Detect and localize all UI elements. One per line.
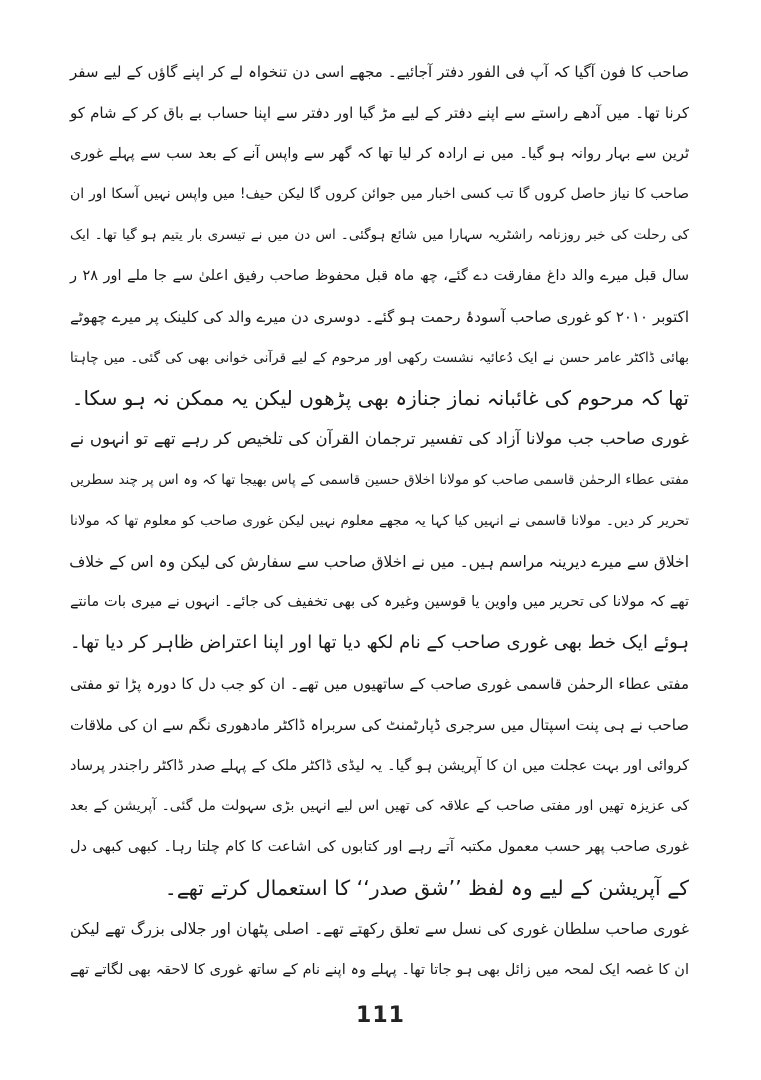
- text-line: کی رحلت کی خبر روزنامہ راشٹریہ سہارا میں شائع ہوگئی۔ اس دن میں نے تیسری بار یتیم ہو گیا تھا۔ ایک: [70, 227, 689, 244]
- text-line: تھا کہ مرحوم کی غائبانہ نماز جنازہ بھی پڑھوں لیکن یہ ممکن نہ ہو سکا۔: [71, 386, 689, 411]
- text-line: صاحب نے ہی پنت اسپتال میں سرجری ڈپارٹمنٹ کی سربراہ ڈاکٹر مادھوری نگم سے ان کی ملاقات: [70, 715, 689, 734]
- text-line: تھے کہ مولانا کی تحریر میں واوین یا قوسین وغیرہ کی بھی تخفیف کی جائے۔ انہوں نے میری بات مانتے: [70, 594, 689, 611]
- text-line: کی عزیزہ تھیں اور مفتی صاحب کے علاقہ کی تھیں اس لیے انہیں بڑی سہولت مل گئی۔ آپریشن کے بعد: [70, 798, 689, 815]
- text-line: کروائی اور بہت عجلت میں ان کا آپریشن ہو گیا۔ یہ لیڈی ڈاکٹر ملک کے پہلے صدر ڈاکٹر راجندر پرساد: [70, 757, 689, 774]
- text-line: غوری صاحب پھر حسب معمول مکتبہ آتے رہے اور کتابوں کی اشاعت کا کام چلتا رہا۔ کبھی کبھی دل: [70, 839, 689, 856]
- text-line: تحریر کر دیں۔ مولانا قاسمی نے انہیں کیا کہا یہ مجھے معلوم نہیں لیکن غوری صاحب کو معلوم تھا کہ مولانا: [70, 512, 689, 529]
- paragraph-4: [70, 909, 689, 991]
- text-line: ٹرین سے بہار روانہ ہو گیا۔ میں نے ارادہ کر لیا تھا کہ گھر سے واپس آنے کے بعد سب سے پہلے غوری: [70, 145, 689, 162]
- text-line: ہوئے ایک خط بھی غوری صاحب کے نام لکھ دیا تھا اور اپنا اعتراض ظاہر کر دیا تھا۔: [69, 632, 689, 654]
- text-line: مفتی عطاء الرحمٰن قاسمی صاحب کو مولانا اخلاق حسین قاسمی کے پاس بھیجا تھا کہ وہ اس پر چند سطریں: [70, 471, 689, 488]
- page-number: 111: [356, 1003, 405, 1028]
- text-line: کرنا تھا۔ میں آدھے راستے سے اپنے دفتر کے لیے مڑ گیا اور دفتر سے اپنا حساب بے باق کر کے شام کو: [70, 103, 689, 122]
- text-line: سال قبل میرے والد داغ مفارقت دے گئے، چھ ماہ قبل محفوظ صاحب رفیق اعلیٰ سے جا ملے اور ۲۸ ر: [70, 267, 689, 284]
- text-line: کے آپریشن کے لیے وہ لفظ ’’شق صدر‘‘ کا استعمال کرتے تھے۔: [164, 875, 689, 900]
- text-line: صاحب کا نیاز حاصل کروں گا تب کسی اخبار میں جوائن کروں گا لیکن حیف! میں واپس نہیں آسکا اور ان: [70, 186, 689, 203]
- body-text: [70, 52, 689, 990]
- paragraph-3: [70, 664, 689, 909]
- paragraph-1: [70, 52, 689, 419]
- text-line: غوری صاحب جب مولانا آزاد کی تفسیر ترجمان القرآن کی تلخیص کر رہے تھے تو انہوں نے: [70, 429, 689, 449]
- text-line: مفتی عطاء الرحمٰن قاسمی غوری صاحب کے ساتھیوں میں تھے۔ ان کو جب دل کا دورہ پڑا تو مفتی: [70, 674, 689, 693]
- text-line: بھائی ڈاکٹر عامر حسن نے ایک دُعائیہ نشست رکھی اور مرحوم کے لیے قرآنی خوانی بھی کی گئی۔ میں چاہتا: [70, 349, 689, 366]
- paragraph-2: [70, 419, 689, 664]
- text-line: صاحب کا فون آگیا کہ آپ فی الفور دفتر آجائیے۔ مجھے اسی دن تنخواہ لے کر اپنے گاؤں کے لیے سفر: [70, 63, 689, 81]
- text-line: ان کا غصہ ایک لمحہ میں زائل بھی ہو جاتا تھا۔ پہلے وہ اپنے نام کے ساتھ غوری کا لاحقہ بھی لگاتے تھے: [70, 961, 689, 978]
- text-line: اکتوبر ۲۰۱۰ کو غوری صاحب آسودۂ رحمت ہو گئے۔ دوسری دن میرے والد کی کلینک پر میرے چھوٹے: [70, 307, 689, 326]
- text-line: غوری صاحب سلطان غوری کی نسل سے تعلق رکھتے تھے۔ اصلی پٹھان اور جلالی بزرگ تھے لیکن: [70, 919, 689, 938]
- text-line: اخلاق سے میرے دیرینہ مراسم ہیں۔ میں نے اخلاق صاحب سے سفارش کی لیکن وہ اس کے خلاف: [69, 552, 689, 571]
